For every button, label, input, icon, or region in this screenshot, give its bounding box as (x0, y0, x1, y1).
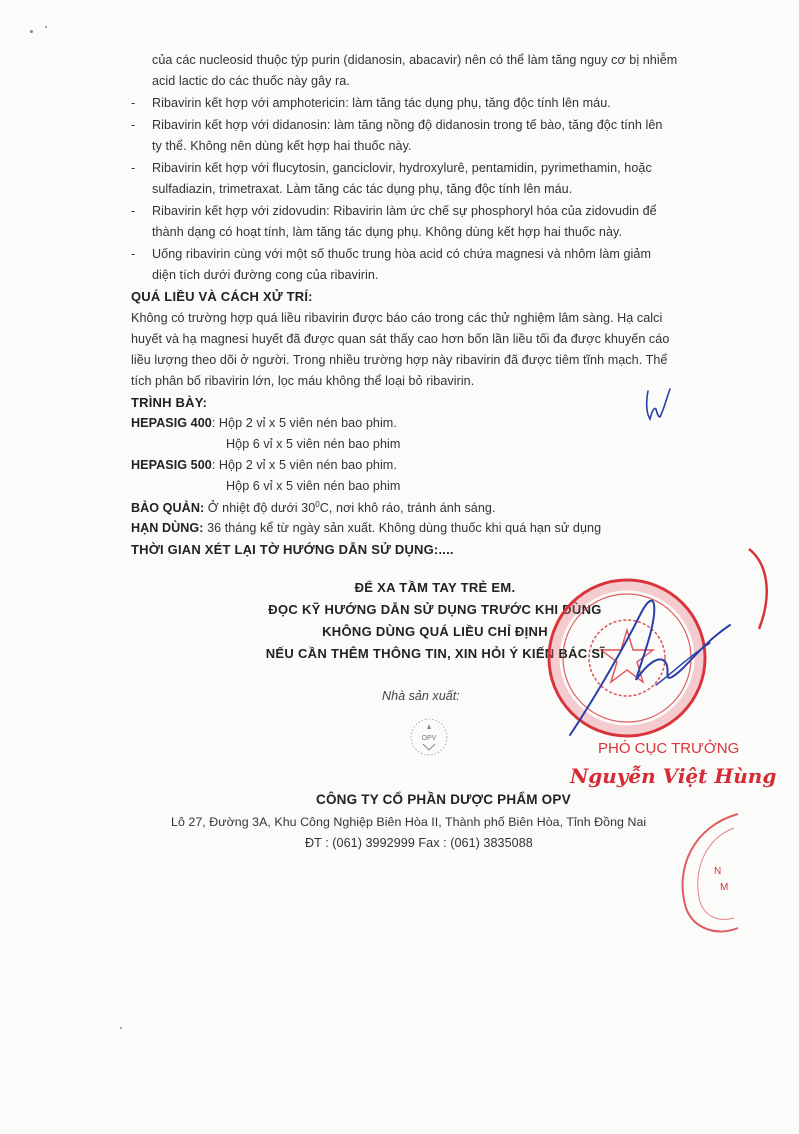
degree-sup: 0 (315, 500, 320, 509)
text-line: acid lactic do các thuốc này gây ra. (152, 74, 350, 88)
pack-text: : Hộp 2 vỉ x 5 viên nén bao phim. (211, 416, 397, 430)
text-line: Ribavirin kết hợp với flucytosin, ganciclovir, hydroxylurê, pentamidin, pyrimethamin, hoặc (152, 161, 652, 175)
company-seal-icon (668, 808, 748, 938)
bullet-dash: - (131, 247, 136, 261)
expiry-text: 36 tháng kể từ ngày sản xuất. Không dùng thuốc khi quá hạn sử dụng (203, 521, 602, 535)
pack-text: Hộp 6 vỉ x 5 viên nén bao phim (226, 437, 401, 451)
bullet-dash: - (131, 161, 136, 175)
bullet-dash: - (131, 118, 136, 132)
text-line: tích phân bố ribavirin lớn, lọc máu không thể loại bỏ ribavirin. (131, 374, 475, 388)
expiry-label: HẠN DÙNG: (131, 521, 204, 535)
presentation-heading: TRÌNH BÀY: (131, 395, 208, 410)
text-line: Không có trường hợp quá liều ribavirin được báo cáo trong các thử nghiệm lâm sàng. Hạ calci (131, 311, 663, 325)
storage-label: BẢO QUẢN: (131, 501, 205, 516)
svg-text:N: N (714, 866, 722, 877)
storage-line (131, 500, 496, 515)
notice-line: NẾU CẦN THÊM THÔNG TIN, XIN HỎI Ý KIẾN BÁC SĨ (265, 646, 605, 661)
company-address: Lô 27, Đường 3A, Khu Công Nghiệp Biên Hòa II, Thành phố Biên Hòa, Tỉnh Đồng Nai (171, 815, 647, 829)
opv-logo-icon (408, 716, 450, 758)
speck (45, 26, 47, 28)
review-heading: THỜI GIAN XÉT LẠI TỜ HƯỚNG DẪN SỬ DỤNG:.... (131, 542, 454, 557)
company-phone: ĐT : (061) 3992999 Fax : (061) 3835088 (305, 836, 533, 850)
presentation-400 (131, 416, 397, 430)
text-line: Uống ribavirin cùng với một số thuốc trung hòa acid có chứa magnesi và nhôm làm giảm (152, 247, 651, 261)
text-line: của các nucleosid thuộc týp purin (didanosin, abacavir) nên có thể làm tăng nguy cơ bị nhiễm (152, 53, 678, 67)
product-label: HEPASIG 500 (131, 458, 212, 472)
storage-text: C, nơi khô ráo, tránh ánh sáng. (319, 501, 496, 516)
speck (30, 30, 33, 33)
notice-line: KHÔNG DÙNG QUÁ LIỀU CHỈ ĐỊNH (322, 624, 548, 639)
text-line: Ribavirin kết hợp với amphotericin: làm tăng tác dụng phụ, tăng độc tính lên máu. (152, 96, 611, 110)
pack-text: : Hộp 2 vỉ x 5 viên nén bao phim. (211, 458, 397, 472)
text-line: sulfadiazin, trimetraxat. Làm tăng các tác dụng phụ, tăng độc tính lên máu. (152, 182, 573, 196)
bullet-dash: - (131, 96, 136, 110)
bullet-dash: - (131, 204, 136, 218)
manufacturer-label: Nhà sản xuất: (382, 689, 460, 703)
text-line: thành dạng có hoạt tính, làm tăng tác dụng phụ. Không dùng kết hợp hai thuốc này. (152, 225, 622, 239)
svg-text:OPV: OPV (421, 735, 437, 742)
company-name: CÔNG TY CỔ PHẦN DƯỢC PHẨM OPV (316, 792, 571, 807)
overdose-heading: QUÁ LIỀU VÀ CÁCH XỬ TRÍ: (131, 289, 313, 304)
text-line: diện tích dưới đường cong của ribavirin. (152, 268, 379, 282)
product-label: HEPASIG 400 (131, 416, 212, 430)
notice-line: ĐỌC KỸ HƯỚNG DẪN SỬ DỤNG TRƯỚC KHI DÙNG (268, 602, 602, 617)
storage-text: Ở nhiệt độ dưới 30 (204, 501, 316, 516)
notice-line: ĐỂ XA TẦM TAY TRẺ EM. (354, 580, 516, 595)
text-line: huyết và hạ magnesi huyết đã được quan sát thấy cao hơn bốn lần liều tối đa được khuyến cáo (131, 332, 670, 346)
seal-edge-arc-icon (745, 545, 799, 635)
stamp-name: Nguyễn Việt Hùng (570, 764, 777, 788)
stamp-title: PHÓ CỤC TRƯỞNG (598, 740, 740, 757)
text-line: ty thể. Không nên dùng kết hợp hai thuốc này. (152, 139, 412, 153)
signature-icon (560, 585, 740, 745)
text-line: liều lượng theo dõi ở người. Trong nhiều trường hợp này ribavirin đã được tiêm tĩnh mạch. Thể (131, 353, 668, 367)
svg-text:M: M (720, 882, 729, 893)
handwritten-initial-icon (640, 383, 680, 428)
pack-text: Hộp 6 vỉ x 5 viên nén bao phim (226, 479, 401, 493)
speck (120, 1027, 122, 1029)
expiry-line (131, 521, 601, 535)
presentation-500 (131, 458, 397, 472)
text-line: Ribavirin kết hợp với zidovudin: Ribavirin làm ức chế sự phosphoryl hóa của zidovudin để (152, 204, 657, 218)
text-line: Ribavirin kết hợp với didanosin: làm tăng nồng độ didanosin trong tế bào, tăng độc tính lên (152, 118, 663, 132)
